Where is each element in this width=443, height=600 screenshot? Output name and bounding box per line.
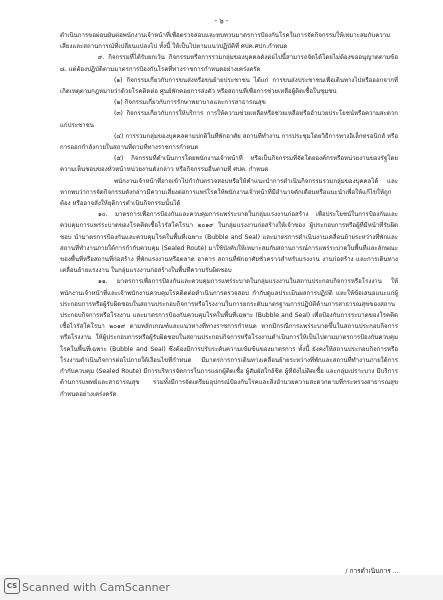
document-body [60, 30, 398, 400]
camscanner-logo-icon: CS [4, 578, 20, 594]
paragraph-item-1: (๑) กิจกรรมเกี่ยวกับการขนส่งหรือขนย้ายประชาชน ได้แก่ การขนส่งประชาชนเพื่อเดินทางไปหรือออกจากที่เกิดเหตุตามกฎหมายว่าด้วยโรคติดต่อ ศูนย์พักคอยการส่งตัว หรือสถานที่เพื่อการช่วยเหลือผู้ติดเชื้อในชุมชน [60, 76, 398, 96]
scanner-watermark [0, 575, 443, 600]
page-number: - ๖ - [214, 17, 229, 25]
watermark-text: Scanned with CamScanner [22, 581, 170, 594]
paragraph-officer-authority: พนักงานเจ้าหน้าที่อาจเข้าไปกำกับตรวจสอบหรือให้คำแนะนำการดำเนินกิจกรรมรวมกลุ่มของบุคคลได้ และหากพบว่าการจัดกิจกรรมดังกล่าวมีความเสี่ยงต่อการแพร่โรคให้พนักงานเจ้าหน้าที่มีอำนาจตักเตือนหรือแนะนำเพื่อให้แก้ไขให้ถูกต้อง หรืออาจสั่งให้ยุติการดำเนินกิจกรรมนั้นได้ [60, 177, 398, 208]
continuation-note: / การดำเนินการ ... [345, 567, 399, 575]
paragraph-item-3: (๓) กิจกรรมเกี่ยวกับการให้บริการ การให้ความช่วยเหลือหรือช่วยเหลือหรืออำนวยประโยชน์หรือความสะดวกแก่ประชาชน [60, 110, 398, 129]
paragraph-item-5: (๕) กิจกรรมที่ดำเนินการโดยพนักงานเจ้าหน้าที่ หรือเป็นกิจกรรมที่จัดโดยองค์กรหรือหน่วยงานของรัฐโดยความเห็นชอบของหัวหน้าหน่วยงานดังกล่าว หรือกิจกรรมอื่นตามที่ ศปค. กำหนด [60, 155, 398, 174]
paragraph-item-4: (๔) การรวมกลุ่มของบุคคลตามปกติในที่พักอาศัย สถานที่ทำงาน การประชุมโดยวิธีการทางอิเล็กทรอนิกส์ หรือการออกกำลังกายในสถานที่ตามที่ทางราชการกำหนด [60, 132, 398, 152]
paragraph-section-10: ๑๐. มาตรการเพื่อการป้องกันและควบคุมการแพร่ระบาดในกลุ่มแรงงานก่อสร้าง เพื่อประโยชน์ในการป้องกันและควบคุมการแพร่ระบาดของโรคติดเชื้อไวรัสโคโรนา ๒๐๑๙ ในกลุ่มแรงงานก่อสร้างให้เจ้าของ ผู้ประกอบการหรือผู้ที่มีหน้าที่รับผิดชอบ นำมาตรการป้องกันและควบคุมโรคในพื้นที่เฉพาะ (Bubble and Seal) และมาตรการดำเนินงานเคลื่อนย้ายระหว่างที่พักและสถานที่ทำงานภายใต้การกำกับควบคุม (Sealed Route) มาใช้บังคับให้เหมาะสมกับสถานการณ์การแพร่ระบาดในพื้นที่และลักษณะของพื้นที่หรือสถานที่ก่อสร้าง ที่พักแรงงานหรือตลาด อาคาร สถานที่พักอาศัยชั่วคราวสำหรับแรงงาน งานก่อสร้าง และการเดินทางเคลื่อนย้ายแรงงาน ในกลุ่มแรงงานก่อสร้างในพื้นที่ความรับผิดชอบ [60, 211, 398, 275]
paragraph-section-9: ๙. กิจกรรมที่ได้รับยกเว้น กิจกรรมหรือการรวมกลุ่มของบุคคลดังต่อไปนี้สามารถจัดได้โดยไม่ต้องขออนุญาตตามข้อ ๘. แต่ต้องปฏิบัติตามมาตรการป้องกันโรคที่ทางราชการกำหนดอย่างเคร่งครัด [60, 54, 398, 73]
paragraph-section-11: ๑๑. มาตรการเพื่อการป้องกันและควบคุมการแพร่ระบาดในกลุ่มแรงงานในสถานประกอบกิจการหรือโรงงาน ให้พนักงานเจ้าหน้าที่และเจ้าพนักงานควบคุมโรคติดต่อดำเนินการตรวจสอบ กำกับดูแลประเมินผลการปฏิบัติ และให้ข้อเสนอแนะแก่ผู้ประกอบการหรือผู้รับผิดชอบในสถานประกอบกิจการหรือโรงงานในการยกระดับมาตรฐานการปฏิบัติด้านการสาธารณสุขของสถานประกอบกิจการหรือโรงงาน และมาตรการป้องกันควบคุมโรคในพื้นที่เฉพาะ (Bubble and Seal) เพื่อป้องกันการระบาดของโรคติดเชื้อไวรัสโคโรนา ๒๐๑๙ ตามหลักเกณฑ์และแนวทางที่ทางราชการกำหนด หากมีกรณีการแพร่ระบาดขึ้นในสถานประกอบกิจการหรือโรงงาน ให้ผู้ประกอบการหรือผู้รับผิดชอบในสถานประกอบกิจการหรือโรงงานดำเนินการให้เป็นไปตามมาตรการป้องกันควบคุมโรคในพื้นที่เฉพาะ (Bubble and Seal) ซึ่งต้องมีการปรับระดับความเข้มข้นของมาตรการ ทั้งนี้ ยังคงให้สถานประกอบกิจการหรือโรงงานดำเนินกิจการต่อไปภายใต้เงื่อนไขที่กำหนด มีมาตรการการเดินทางเคลื่อนย้ายระหว่างที่พักและสถานที่ทำงานภายใต้การกำกับควบคุม (Sealed Route) มีการบริหารจัดการในการแยกผู้ติดเชื้อ ผู้สัมผัสใกล้ชิด ผู้ที่ยังไม่ติดเชื้อ และกลุ่มเปราะบาง มีบริการด้านการแพทย์และสาธารณสุข รวมทั้งมีการจัดเตรียมอุปกรณ์ป้องกันโรคและสิ่งอำนวยความสะดวกตามที่กระทรวงสาธารณสุขกำหนดอย่างเคร่งครัด [60, 278, 398, 398]
paragraph-item-2: (๒) กิจกรรมเกี่ยวกับการรักษาพยาบาลและการสาธารณสุข [114, 99, 266, 107]
paragraph-intro: ดำเนินการขอผ่อนผันต่อพนักงานเจ้าหน้าที่เพื่อตรวจสอบและทบทวนมาตรการป้องกันโรคในการจัดกิจกรรมให้เหมาะสมกับความเสี่ยงและสถานการณ์ที่เปลี่ยนแปลงไป ทั้งนี้ ให้เป็นไปตามแนวปฏิบัติที่ ศปค.ศปก.กำหนด [60, 32, 391, 51]
